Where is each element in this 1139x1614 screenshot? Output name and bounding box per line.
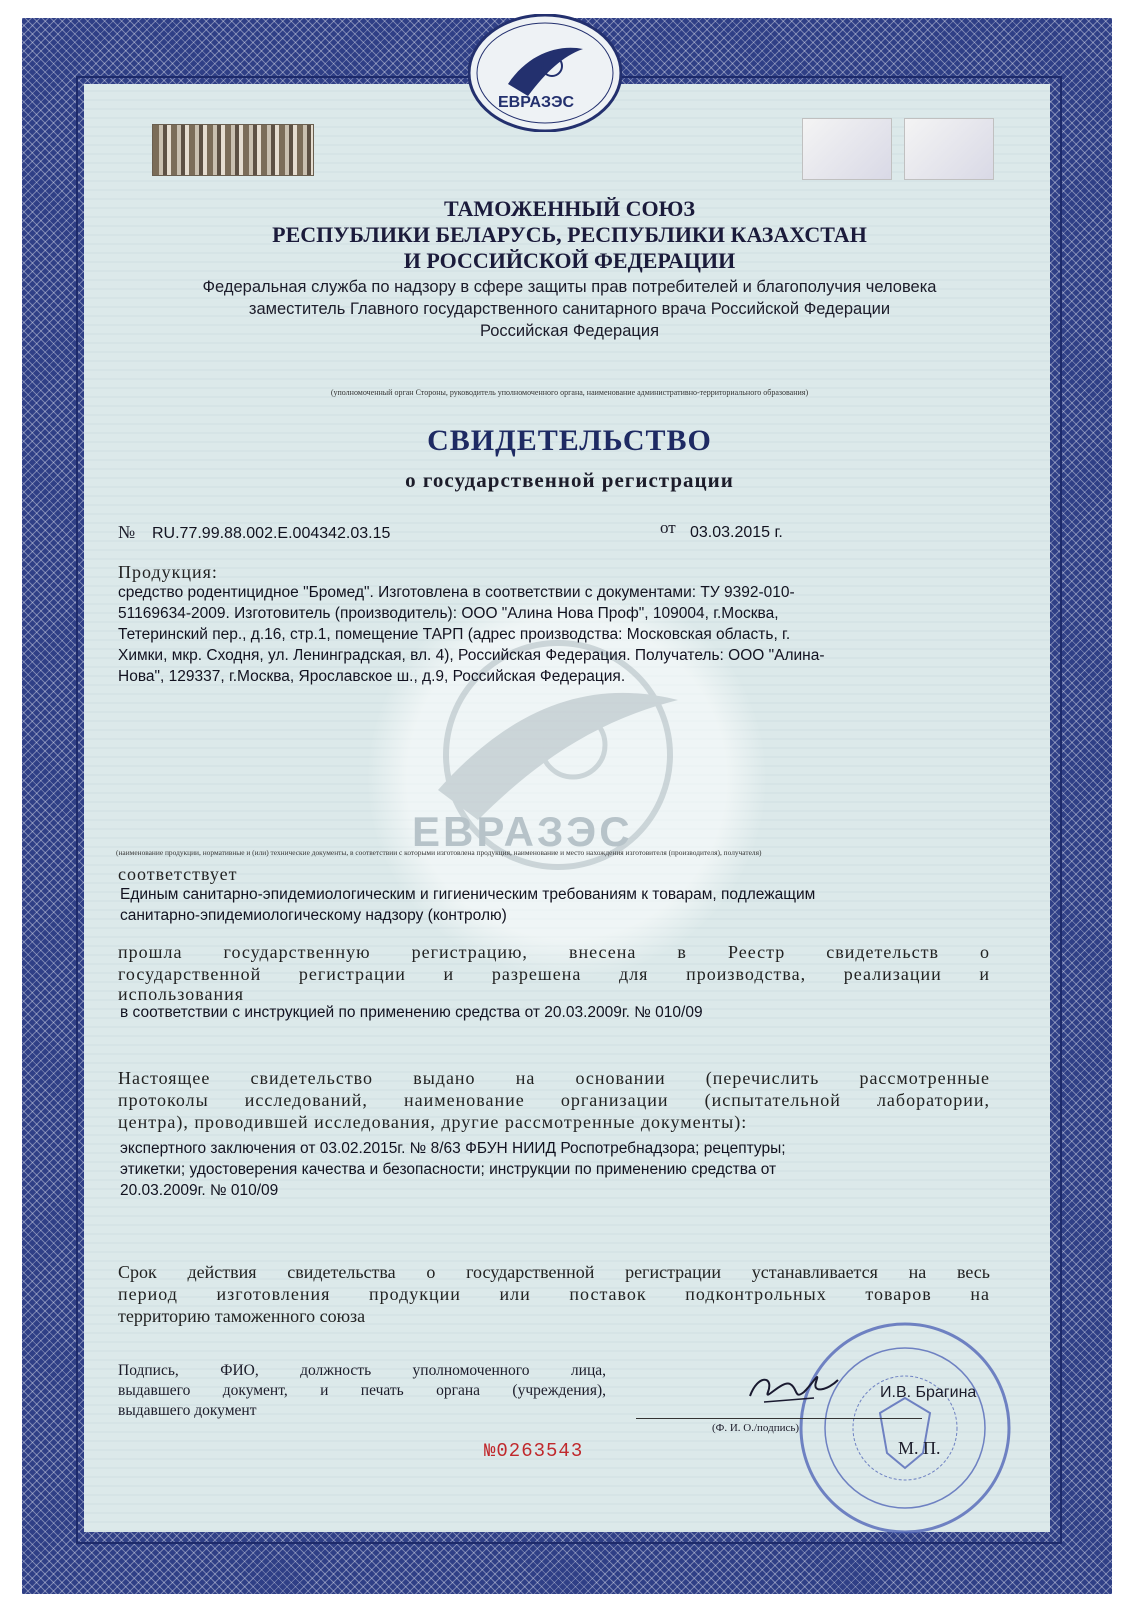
header-line-1: ТАМОЖЕННЫЙ СОЮЗ <box>443 196 696 221</box>
product-line-2: 51169634-2009. Изготовитель (производитель): ООО "Алина Нова Проф", 109004, г.Москва, <box>118 605 779 622</box>
official-seal-stamp <box>795 1318 1015 1538</box>
basis-line-2: протоколы исследований, наименование организации (испытательной лаборатории, <box>118 1090 990 1110</box>
certificate-subtitle: о государственной регистрации <box>405 468 734 492</box>
conformity-label: соответствует <box>118 864 238 884</box>
validity-line-3: территорию таможенного союза <box>118 1306 366 1326</box>
validity-line-1: Срок действия свидетельства о государственной регистрации устанавливается на весь <box>118 1262 990 1282</box>
signature-caption: (Ф. И. О./подпись) <box>712 1422 800 1434</box>
conformity-line-1: Единым санитарно-эпидемиологическим и гигиеническим требованиям к товарам, подлежащим <box>120 886 816 903</box>
hologram-sticker <box>152 124 314 176</box>
registered-line-2: государственной регистрации и разрешена для производства, реализации и <box>118 964 990 984</box>
date-label: от <box>660 518 676 537</box>
signature-line-3: выдавшего документ <box>118 1402 257 1419</box>
signature-line-2: выдавшего документ, и печать органа (учреждения), <box>118 1382 606 1399</box>
product-line-3: Тетеринский пер., д.16, стр.1, помещение ТАРП (адрес производства: Московская область, г. <box>118 626 791 643</box>
registration-date: 03.03.2015 г. <box>690 524 783 541</box>
signature-line-1: Подпись, ФИО, должность уполномоченного лица, <box>118 1362 606 1379</box>
registration-number: RU.77.99.88.002.Е.004342.03.15 <box>152 525 391 542</box>
basis-detail-2: этикетки; удостоверения качества и безопасности; инструкции по применению средства от <box>120 1161 777 1178</box>
basis-detail-3: 20.03.2009г. № 010/09 <box>120 1182 279 1199</box>
product-line-5: Нова", 129337, г.Москва, Ярославское ш., д.9, Российская Федерация. <box>118 668 626 685</box>
security-patch-left <box>802 118 892 180</box>
product-label: Продукция: <box>118 562 218 582</box>
number-label: № <box>118 522 136 542</box>
header-line-3: И РОССИЙСКОЙ ФЕДЕРАЦИИ <box>403 248 736 273</box>
emblem-label: ЕВРАЗЭС <box>498 94 575 111</box>
evrazes-emblem-icon <box>468 14 622 132</box>
authority-line-1: Федеральная служба по надзору в сфере защиты прав потребителей и благополучия человека <box>202 278 937 296</box>
seal-placeholder-label: М. П. <box>898 1438 941 1458</box>
watermark-label: ЕВРАЗЭС <box>412 808 633 855</box>
registered-detail: в соответствии с инструкцией по применению средства от 20.03.2009г. № 010/09 <box>120 1004 703 1021</box>
registered-line-3: использования <box>118 984 245 1004</box>
product-caption: (наименование продукции, нормативные и (или) технические документы, в соответствии с которыми изготовлена продукция, наименование и место нахождения изготовителя (производителя), получателя) <box>116 848 762 857</box>
form-serial-number: №0263543 <box>484 1440 584 1462</box>
validity-line-2: период изготовления продукции или поставок подконтрольных товаров на <box>118 1284 990 1304</box>
certificate-title: СВИДЕТЕЛЬСТВО <box>427 424 712 457</box>
basis-detail-1: экспертного заключения от 03.02.2015г. № 8/63 ФБУН НИИД Роспотребнадзора; рецептуры; <box>120 1140 786 1157</box>
basis-line-3: центра), проводившей исследования, другие рассмотренные документы): <box>118 1112 748 1132</box>
conformity-line-2: санитарно-эпидемиологическому надзору (контролю) <box>120 907 507 924</box>
security-patch-right <box>904 118 994 180</box>
authority-line-3: Российская Федерация <box>479 322 660 340</box>
header-line-2: РЕСПУБЛИКИ БЕЛАРУСЬ, РЕСПУБЛИКИ КАЗАХСТАН <box>272 222 867 247</box>
signature-underline <box>636 1418 922 1419</box>
authority-caption: (уполномоченный орган Стороны, руководитель уполномоченного органа, наименование административно-территориального образования) <box>330 388 809 397</box>
signature-scribble <box>744 1362 844 1412</box>
product-line-1: средство родентицидное "Бромед". Изготовлена в соответствии с документами: ТУ 9392-010- <box>118 584 795 601</box>
signatory-name: И.В. Брагина <box>880 1384 977 1401</box>
basis-line-1: Настоящее свидетельство выдано на основании (перечислить рассмотренные <box>118 1068 990 1088</box>
product-line-4: Химки, мкр. Сходня, ул. Ленинградская, вл. 4), Российская Федерация. Получатель: ООО "Алина- <box>118 647 825 664</box>
registered-line-1: прошла государственную регистрацию, внесена в Реестр свидетельств о <box>118 942 990 962</box>
authority-line-2: заместитель Главного государственного санитарного врача Российской Федерации <box>248 300 891 318</box>
